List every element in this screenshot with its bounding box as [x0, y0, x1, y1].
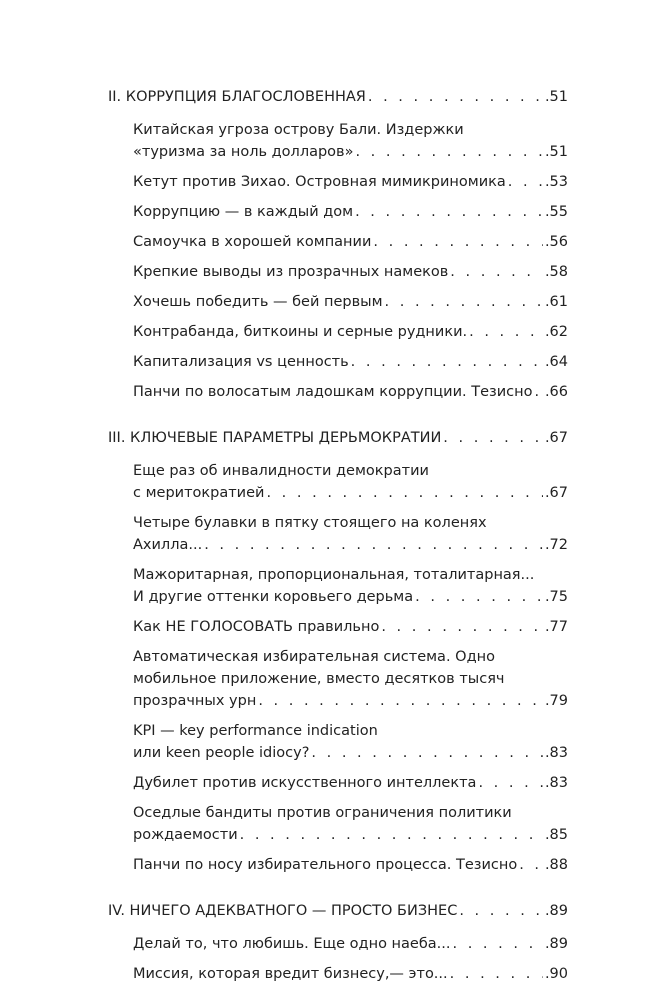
toc-entry: [133, 564, 568, 608]
dot-leader: [355, 201, 543, 223]
dot-leader: [204, 534, 543, 556]
toc-entry: [133, 963, 568, 985]
page-number: .61: [544, 294, 568, 310]
dot-leader: [381, 616, 543, 638]
entry-title-line: прозрачных урн: [133, 693, 257, 709]
page-number: .88: [544, 857, 568, 873]
page-number: .56: [544, 234, 568, 250]
toc-entry: [133, 646, 568, 712]
toc-entry: [133, 720, 568, 764]
table-of-contents: [108, 86, 568, 993]
entry-title-line: Как НЕ ГОЛОСОВАТЬ правильно: [133, 619, 380, 635]
toc-entry: [133, 201, 568, 223]
toc-entry: [133, 291, 568, 313]
page-number: .53: [544, 174, 568, 190]
dot-leader: [453, 933, 543, 955]
page-number: .72: [544, 537, 568, 553]
page-number: .67: [544, 430, 568, 446]
dot-leader: [508, 171, 543, 193]
entry-title-line: Четыре булавки в пятку стоящего на коленях: [133, 515, 487, 531]
entry-title-line: Делай то, что любишь. Еще одно наеба...: [133, 936, 451, 952]
entry-title-line: Хочешь победить — бей первым: [133, 294, 383, 310]
page-number: .90: [544, 966, 568, 982]
dot-leader: [240, 824, 543, 846]
dot-leader: [258, 690, 543, 712]
entry-title-line: Дубилет против искусственного интеллекта: [133, 775, 477, 791]
entry-title-line: Еще раз об инвалидности демократии: [133, 463, 429, 479]
entry-title-line: Кетут против Зихао. Островная мимикриномика: [133, 174, 506, 190]
toc-entry: [133, 119, 568, 163]
page-number: .89: [544, 903, 568, 919]
section-heading: [108, 427, 568, 449]
dot-leader: [266, 482, 542, 504]
entry-title-line: Капитализация vs ценность: [133, 354, 349, 370]
entry-title-line: с меритократией: [133, 485, 265, 501]
dot-leader: [311, 742, 543, 764]
entry-title-line: Оседлые бандиты против ограничения политики: [133, 805, 512, 821]
page-number: .77: [544, 619, 568, 635]
dot-leader: [443, 427, 543, 449]
page-number: .83: [544, 745, 568, 761]
section-title: II. КОРРУПЦИЯ БЛАГОСЛОВЕННАЯ: [108, 89, 366, 105]
entry-title-line: рождаемости: [133, 827, 238, 843]
dot-leader: [368, 86, 543, 108]
toc-entry: [133, 321, 568, 343]
page-number: .67: [544, 485, 568, 501]
dot-leader: [534, 381, 542, 403]
section-heading: [108, 86, 568, 108]
page-number: .75: [544, 589, 568, 605]
toc-entry: [133, 231, 568, 253]
dot-leader: [450, 963, 543, 985]
page-number: .64: [544, 354, 568, 370]
entry-title-line: Миссия, которая вредит бизнесу,— это...: [133, 966, 448, 982]
page-number: .55: [544, 204, 568, 220]
entry-title-line: мобильное приложение, вместо десятков тысяч: [133, 671, 505, 687]
page-number: .58: [544, 264, 568, 280]
dot-leader: [519, 854, 543, 876]
page-number: .79: [544, 693, 568, 709]
dot-leader: [459, 900, 543, 922]
dot-leader: [478, 772, 542, 794]
section-title: III. КЛЮЧЕВЫЕ ПАРАМЕТРЫ ДЕРЬМОКРАТИИ: [108, 430, 442, 446]
page-number: .51: [544, 89, 568, 105]
page-number: .62: [544, 324, 568, 340]
toc-entry: [133, 854, 568, 876]
entry-title-line: Панчи по волосатым ладошкам коррупции. Тезисно: [133, 384, 533, 400]
page-number: .83: [544, 775, 568, 791]
dot-leader: [415, 586, 543, 608]
dot-leader: [450, 261, 543, 283]
toc-entry: [133, 772, 568, 794]
page-number: .85: [544, 827, 568, 843]
toc-entry: [133, 351, 568, 373]
entry-title-line: Крепкие выводы из прозрачных намеков: [133, 264, 449, 280]
entry-title-line: Самоучка в хорошей компании: [133, 234, 372, 250]
toc-entry: [133, 381, 568, 403]
entry-title-line: «туризма за ноль долларов»: [133, 144, 354, 160]
page-number: .66: [544, 384, 568, 400]
toc-entry: [133, 933, 568, 955]
dot-leader: [385, 291, 543, 313]
entry-title-line: Коррупцию — в каждый дом: [133, 204, 354, 220]
entry-title-line: Контрабанда, биткоины и серные рудники.: [133, 324, 468, 340]
entry-title-line: Ахилла...: [133, 537, 203, 553]
entry-title-line: Панчи по носу избирательного процесса. Тезисно: [133, 857, 518, 873]
entry-title-line: или keen people idiocy?: [133, 745, 310, 761]
dot-leader: [351, 351, 543, 373]
dot-leader: [373, 231, 543, 253]
toc-entry: [133, 460, 568, 504]
entry-title-line: Мажоритарная, пропорциональная, тоталитарная...: [133, 567, 535, 583]
dot-leader: [469, 321, 543, 343]
entry-title-line: И другие оттенки коровьего дерьма: [133, 589, 414, 605]
entry-title-line: KPI — key performance indication: [133, 723, 378, 739]
dot-leader: [355, 141, 542, 163]
toc-entry: [133, 171, 568, 193]
toc-entry: [133, 512, 568, 556]
entry-title-line: Китайская угроза острову Бали. Издержки: [133, 122, 464, 138]
toc-entry: [133, 616, 568, 638]
toc-entry: [133, 261, 568, 283]
page-number: .51: [544, 144, 568, 160]
toc-entry: [133, 802, 568, 846]
section-heading: [108, 900, 568, 922]
page-number: .89: [544, 936, 568, 952]
section-title: IV. НИЧЕГО АДЕКВАТНОГО — ПРОСТО БИЗНЕС: [108, 903, 458, 919]
entry-title-line: Автоматическая избирательная система. Одно: [133, 649, 495, 665]
